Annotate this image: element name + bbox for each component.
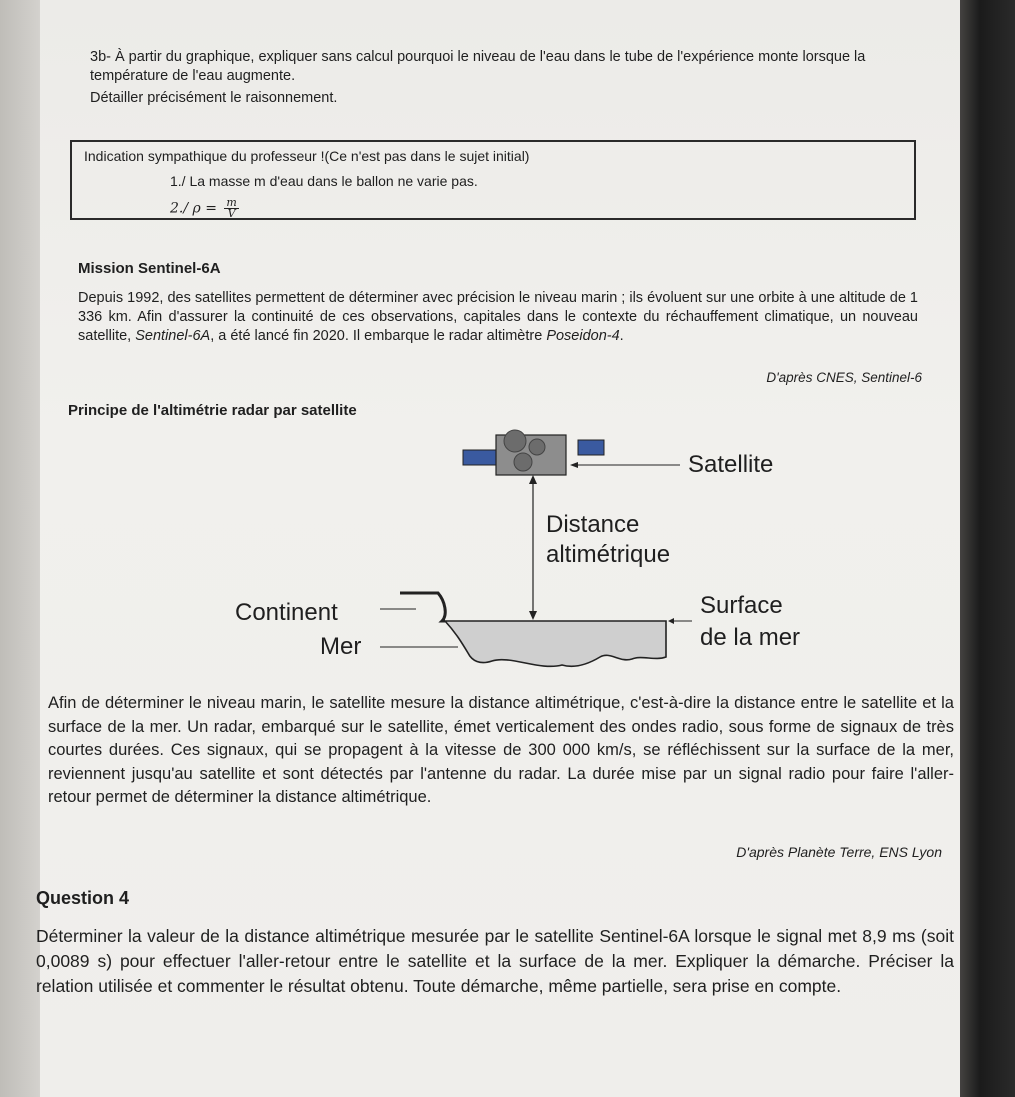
distance-label-line-1: Distance: [546, 511, 640, 538]
mission-title: Mission Sentinel-6A: [78, 260, 221, 277]
mission-source: D'après CNES, Sentinel-6: [766, 370, 922, 385]
formula-fraction: [224, 198, 238, 219]
continent-label: Continent: [235, 599, 338, 626]
mission-paragraph: [78, 289, 918, 346]
background-right-edge: [957, 0, 1015, 1097]
mission-text-part-3: .: [619, 328, 624, 344]
question-4-text: Déterminer la valeur de la distance altimétrique mesurée par le satellite Sentinel-6A lorsque le signal met 8,9 ms (soit 0,0089 s) pour effectuer l'aller-retour entre le satellite et la surface de la mer. Expliquer la démarche. Préciser la relation utilisée et commenter le résultat obtenu. Toute démarche, même partielle, sera prise en compte.: [36, 926, 954, 996]
hint-title: Indication sympathique du professeur !(Ce n'est pas dans le sujet initial): [84, 148, 530, 164]
distance-arrow-top: [529, 475, 537, 484]
question-3b-detail: Détailler précisément le raisonnement.: [90, 90, 338, 106]
altimetry-diagram: [180, 425, 850, 675]
altimetry-source: D'après Planète Terre, ENS Lyon: [736, 844, 942, 860]
question-4-title: Question 4: [36, 888, 130, 908]
mission-satellite-name: Sentinel-6A: [135, 328, 211, 344]
continent-surface: [400, 593, 445, 621]
teacher-hint-box: [70, 140, 916, 220]
satellite-label: Satellite: [688, 451, 774, 478]
mission-radar-name: Poseidon-4: [546, 328, 620, 344]
formula-numerator: m: [226, 196, 237, 209]
satellite-icon: [463, 430, 604, 475]
surface-pointer-arrowhead: [668, 618, 674, 624]
formula-denominator: V: [227, 207, 236, 220]
sea-body: [445, 621, 666, 666]
formula-prefix: 2./ ρ =: [170, 200, 217, 217]
hint-item-2-formula: [170, 198, 239, 219]
mission-text-part-1: Depuis 1992, des satellites permettent de déterminer avec précision le niveau marin ; ils évoluent sur une orbite à une altitude de 1 336 km. Afin d'assurer la continuité de ces observations, capitales dans le contexte du réchauffement climatique, un nouveau satellite,: [78, 290, 918, 344]
question-3b-text: 3b- À partir du graphique, expliquer sans calcul pourquoi le niveau de l'eau dans le tube de l'expérience monte lorsque la température de l'eau augmente.: [90, 49, 866, 84]
surface-label-line-2: de la mer: [700, 624, 801, 651]
document-page: [36, 0, 960, 1097]
distance-label-line-2: altimétrique: [546, 541, 671, 568]
mer-label: Mer: [320, 633, 362, 660]
mission-text-part-2: , a été lancé fin 2020. Il embarque le radar altimètre: [210, 328, 547, 344]
altimetry-paragraph: Afin de déterminer le niveau marin, le satellite mesure la distance altimétrique, c'est-à-dire la distance entre le satellite et la surface de la mer. Un radar, embarqué sur le satellite, émet verticalement des ondes radio, sous forme de signaux de très courtes durées. Ces signaux, qui se propagent à la vitesse de 300 000 km/s, se réfléchissent sur la surface de la mer, reviennent jusqu'au satellite et sont détectés par l'antenne du radar. La durée mise par un signal radio pour faire l'aller-retour permet de déterminer la distance altimétrique.: [48, 694, 954, 806]
hint-item-1: 1./ La masse m d'eau dans le ballon ne varie pas.: [170, 173, 478, 189]
principe-title: Principe de l'altimétrie radar par satellite: [68, 402, 357, 419]
distance-arrow-bottom: [529, 611, 537, 620]
surface-label-line-1: Surface: [700, 592, 783, 619]
satellite-pointer-arrowhead: [570, 462, 578, 468]
